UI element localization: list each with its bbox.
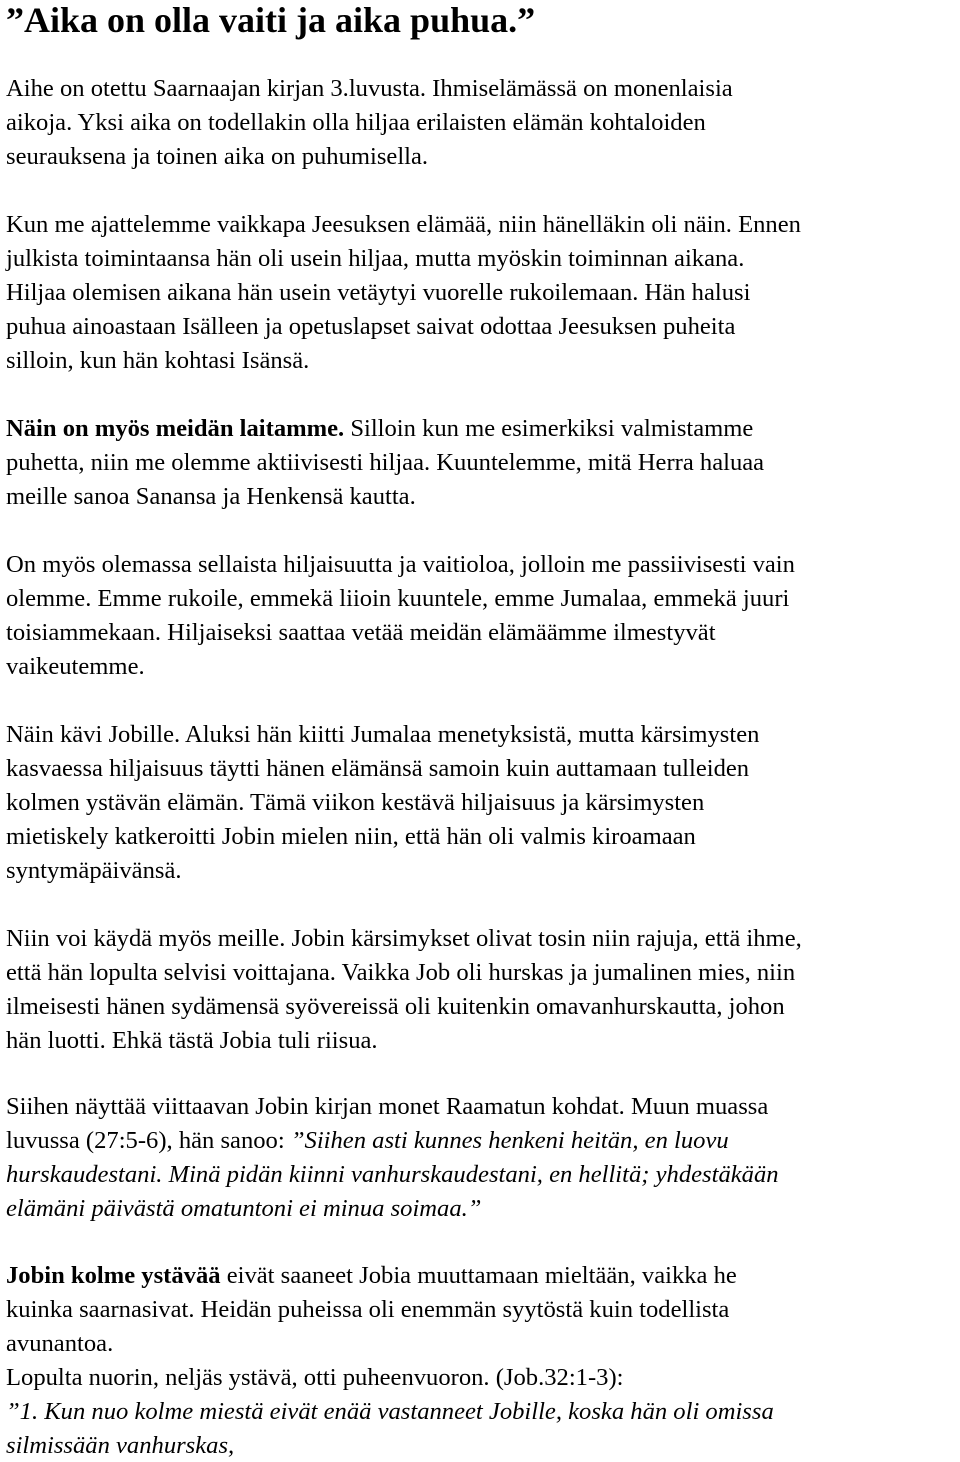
text-line: Näin kävi Jobille. Aluksi hän kiitti Jumalaa menetyksistä, mutta kärsimysten bbox=[6, 721, 760, 748]
text-line: silloin, kun hän kohtasi Isänsä. bbox=[6, 346, 310, 374]
text-line: Kun me ajattelemme vaikkapa Jeesuksen elämää, niin hänelläkin oli näin. Ennen bbox=[6, 211, 801, 238]
text-line: seurauksena ja toinen aika on puhumisella. bbox=[6, 142, 429, 170]
text-line: että hän lopulta selvisi voittajana. Vaikka Job oli hurskas ja jumalinen mies, niin bbox=[6, 958, 796, 986]
text-line: puhua ainoastaan Isälleen ja opetuslapset saivat odottaa Jeesuksen puheita bbox=[6, 312, 736, 340]
text-line: kasvaessa hiljaisuus täytti hänen elämänsä samoin kuin auttamaan tulleiden bbox=[6, 754, 750, 782]
text-line: Lopulta nuorin, neljäs ystävä, otti puheenvuoron. (Job.32:1-3): bbox=[6, 1363, 624, 1391]
paragraph-three-friends bbox=[6, 1259, 958, 1462]
text-line: mietiskely katkeroitti Jobin mielen niin, että hän oli valmis kiroamaan bbox=[6, 822, 696, 850]
quote-line: ”1. Kun nuo kolme miestä eivät enää vastanneet Jobille, koska hän oli omissa bbox=[6, 1397, 774, 1425]
quote-text: ”Siihen asti kunnes henkeni heitän, en luovu bbox=[290, 1126, 729, 1154]
text-line: Hiljaa olemisen aikana hän usein vetäytyi vuorelle rukoilemaan. Hän halusi bbox=[6, 278, 751, 306]
bold-lead-text: Näin on myös meidän laitamme. bbox=[6, 415, 345, 442]
text-line: syntymäpäivänsä. bbox=[6, 856, 182, 884]
text-line: avunantoa. bbox=[6, 1329, 114, 1357]
paragraph-jesus-silence bbox=[6, 208, 958, 378]
text-line: ilmeisesti hänen sydämensä syövereissä oli kuitenkin omavanhurskautta, johon bbox=[6, 992, 785, 1020]
text-line bbox=[6, 412, 958, 446]
text-line bbox=[6, 1124, 958, 1158]
text-line: olemme. Emme rukoile, emmekä liioin kuuntele, emme Jumalaa, emmekä juuri bbox=[6, 584, 790, 612]
text-span: Silloin kun me esimerkiksi valmistamme bbox=[344, 415, 754, 442]
text-line: Niin voi käydä myös meille. Jobin kärsimykset olivat tosin niin rajuja, että ihme, bbox=[6, 925, 802, 952]
text-line: On myös olemassa sellaista hiljaisuutta ja vaitioloa, jolloin me passiivisesti vain bbox=[6, 551, 795, 578]
paragraph-intro bbox=[6, 72, 958, 174]
text-line: toisiammekaan. Hiljaiseksi saattaa vetää meidän elämäämme ilmestyvät bbox=[6, 618, 716, 646]
quote-line: silmissään vanhurskas, bbox=[6, 1431, 235, 1459]
paragraph-scripture bbox=[6, 1090, 958, 1226]
text-line: aikoja. Yksi aika on todellakin olla hiljaa erilaisten elämän kohtaloiden bbox=[6, 108, 706, 136]
text-line: vaikeutemme. bbox=[6, 652, 145, 680]
text-span: luvussa (27:5-6), hän sanoo: bbox=[6, 1126, 291, 1154]
bold-lead-text: Jobin kolme ystävää bbox=[6, 1262, 221, 1289]
paragraph-us-too bbox=[6, 922, 958, 1058]
text-line: meille sanoa Sanansa ja Henkensä kautta. bbox=[6, 482, 416, 510]
paragraph-job bbox=[6, 718, 958, 888]
text-line: Siihen näyttää viittaavan Jobin kirjan monet Raamatun kohdat. Muun muassa bbox=[6, 1093, 769, 1120]
paragraph-passive-silence bbox=[6, 548, 958, 684]
document-title: ”Aika on olla vaiti ja aika puhua.” bbox=[6, 0, 536, 40]
text-line: kuinka saarnasivat. Heidän puheissa oli enemmän syytöstä kuin todellista bbox=[6, 1295, 730, 1323]
quote-line: elämäni päivästä omatuntoni ei minua soimaa.” bbox=[6, 1194, 482, 1222]
quote-line: hurskaudestani. Minä pidän kiinni vanhurskaudestani, en hellitä; yhdestäkään bbox=[6, 1160, 779, 1188]
text-line: julkista toimintaansa hän oli usein hiljaa, mutta myöskin toiminnan aikana. bbox=[6, 244, 745, 272]
text-span: eivät saaneet Jobia muuttamaan mieltään, vaikka he bbox=[220, 1262, 737, 1289]
text-line: puhetta, niin me olemme aktiivisesti hiljaa. Kuuntelemme, mitä Herra haluaa bbox=[6, 448, 765, 476]
text-line: kolmen ystävän elämän. Tämä viikon kestävä hiljaisuus ja kärsimysten bbox=[6, 788, 705, 816]
text-line bbox=[6, 1259, 958, 1293]
text-line: hän luotti. Ehkä tästä Jobia tuli riisua. bbox=[6, 1026, 378, 1054]
text-line: Aihe on otettu Saarnaajan kirjan 3.luvusta. Ihmiselämässä on monenlaisia bbox=[6, 75, 733, 102]
paragraph-our-situation bbox=[6, 412, 958, 514]
